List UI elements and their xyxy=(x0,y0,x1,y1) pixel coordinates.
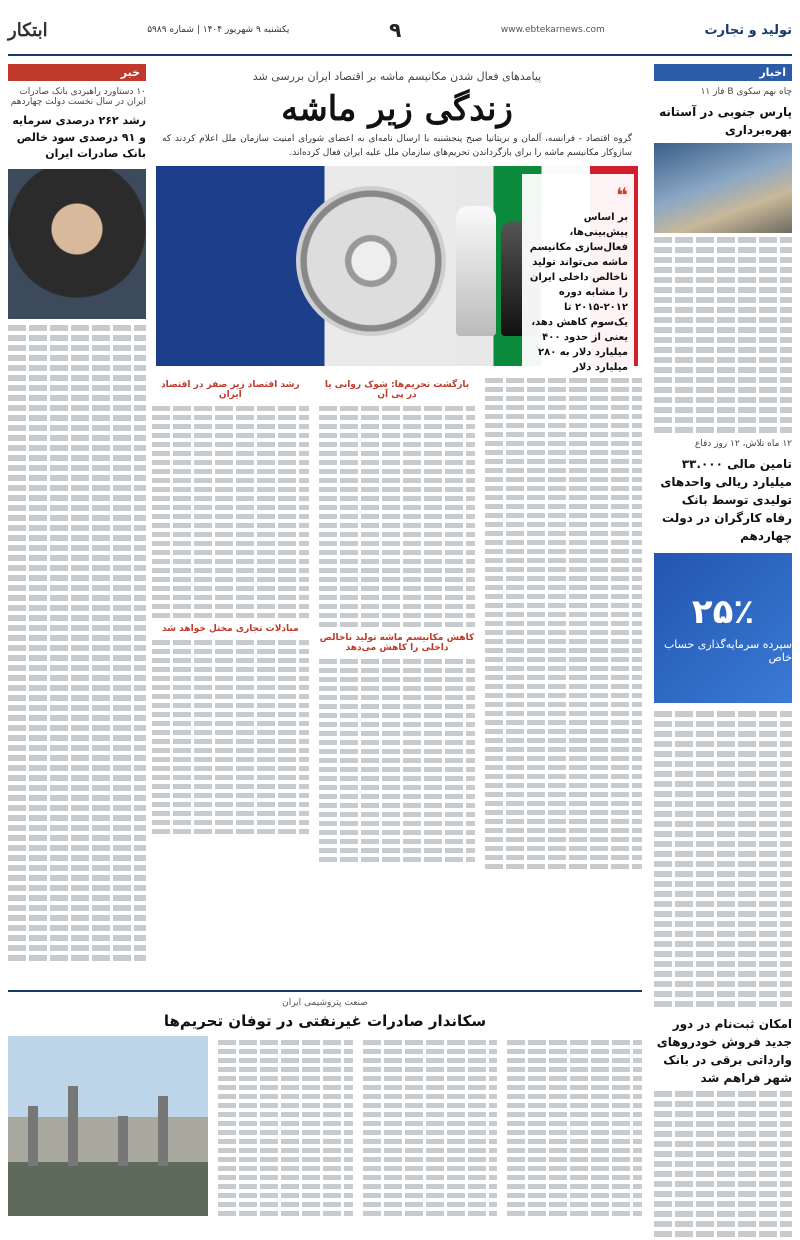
news3-headline[interactable]: امکان ثبت‌نام در دور جدید فروش خودروهای وارداتی برقی در بانک شهر فراهم شد xyxy=(656,1017,792,1085)
khabar-label: خبر xyxy=(8,64,146,81)
bank-advertisement[interactable] xyxy=(654,553,792,703)
news-label: اخبار xyxy=(654,64,792,81)
pull-quote-text: بر اساس پیش‌بینی‌ها، فعال‌سازی مکانیسم ماشه می‌تواند تولید ناخالص داخلی ایران را مشابه دوره ۲۰۱۲-۲۰۱۵ تا یک‌سوم کاهش دهد، یعنی از حدود ۴۰۰ میلیارد دلار به ۲۸۰ میلیارد دلار xyxy=(529,212,628,373)
brand-logo: ابتکار xyxy=(8,19,48,41)
main-col-3 xyxy=(152,374,309,873)
news-column xyxy=(654,64,792,1224)
header-rule xyxy=(8,54,792,56)
news1-body xyxy=(654,237,792,433)
subhead-2: کاهش مکانیسم ماشه تولید ناخالص داخلی را کاهش می‌دهد xyxy=(319,633,475,653)
pull-quote xyxy=(522,174,634,381)
page-number: ۹ xyxy=(389,18,402,42)
main-body-columns xyxy=(152,374,642,873)
ad-rate: ۲۵٪ xyxy=(691,592,755,632)
main-lead: گروه اقتصاد - فرانسه، آلمان و بریتانیا صبح پنجشنبه با ارسال نامه‌ای به اعضای شورای امنیت سازمان ملل اعلام کردند که سازوکار مکانیسم ماشه را برای بازگرداندن تحریم‌های سازمان ملل علیه ایران فعال کرده‌اند. xyxy=(162,134,632,158)
dateline: یکشنبه ۹ شهریور ۱۴۰۴ | شماره ۵۹۸۹ xyxy=(147,25,290,35)
subhead-4: مبادلات تجاری مختل خواهد شد xyxy=(161,624,299,634)
subhead-1: بازگشت تحریم‌ها: شوک روانی یا در پی آن xyxy=(324,380,470,400)
revolver-cylinder-graphic xyxy=(296,186,446,336)
bottom-body xyxy=(8,1036,642,1220)
news2-body xyxy=(654,711,792,1007)
news2-kicker: ۱۲ ماه تلاش، ۱۲ روز دفاع xyxy=(694,439,792,449)
news1-headline[interactable]: پارس جنوبی در آستانه بهره‌برداری xyxy=(659,105,792,137)
left-headline[interactable]: رشد ۲۶۲ درصدی سرمایه و ۹۱ درصدی سود خالص بانک صادرات ایران xyxy=(12,114,146,160)
left-body xyxy=(8,325,146,961)
bank-news-column xyxy=(8,64,146,994)
site-url[interactable]: www.ebtekarnews.com xyxy=(500,25,605,35)
executive-portrait xyxy=(8,169,146,319)
main-headline[interactable]: زندگی زیر ماشه xyxy=(281,89,513,129)
main-article xyxy=(152,64,642,984)
offshore-platform-photo xyxy=(654,143,792,233)
section-title: تولید و تجارت xyxy=(704,22,792,38)
news3-body xyxy=(654,1091,792,1240)
bottom-headline[interactable]: سکاندار صادرات غیرنفتی در توفان تحریم‌ها xyxy=(163,1012,487,1030)
main-col-1 xyxy=(485,378,642,873)
news1-kicker: چاه نهم سکوی B فاز ۱۱ xyxy=(700,87,792,97)
news2-headline[interactable]: تامین مالی ۳۳.۰۰۰ میلیارد ریالی واحدهای تولیدی توسط بانک رفاه کارگران در دولت چهاردهم xyxy=(660,457,792,543)
subhead-3: رشد اقتصاد زیر صفر در اقتصاد ایران xyxy=(160,380,300,400)
quote-mark-icon: ❝ xyxy=(616,183,628,207)
refinery-photo xyxy=(8,1036,208,1216)
petrochemical-article xyxy=(8,990,642,1224)
ad-caption: سپرده سرمایه‌گذاری حساب خاص xyxy=(663,638,792,664)
main-overline: پیامدهای فعال شدن مکانیسم ماشه بر اقتصاد ایران بررسی شد xyxy=(252,70,542,83)
left-kicker: ۱۰ دستاورد راهبردی بانک صادرات ایران در سال نخست دولت چهاردهم xyxy=(10,87,146,107)
white-chess-king xyxy=(456,206,496,336)
bottom-overline: صنعت پتروشیمی ایران xyxy=(282,998,368,1008)
main-col-2 xyxy=(319,374,476,873)
masthead xyxy=(8,8,792,52)
snapback-illustration xyxy=(156,166,638,373)
